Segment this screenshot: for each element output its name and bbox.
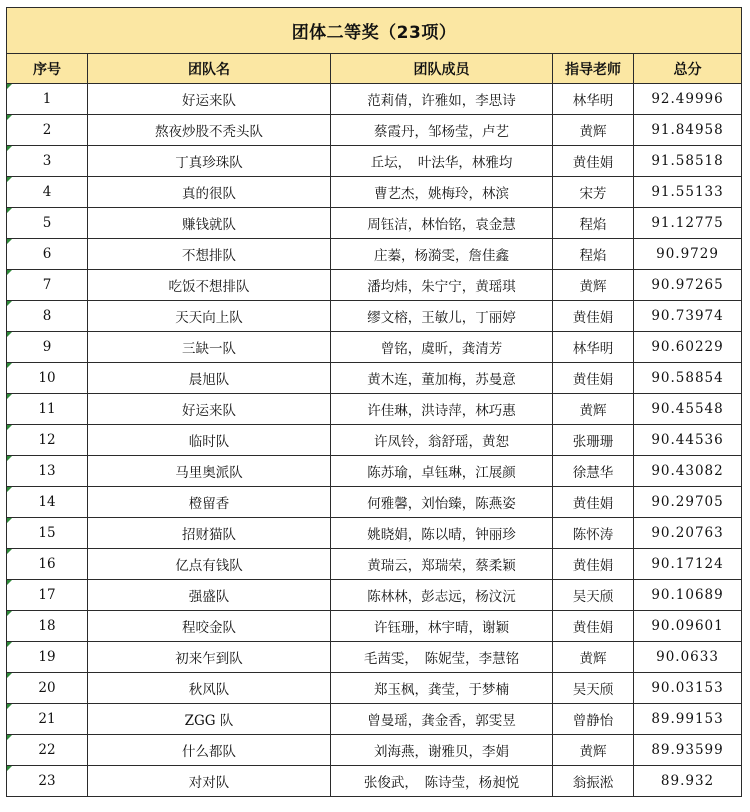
table-row: [7, 518, 742, 549]
index-cell: 6: [7, 239, 88, 270]
advisor-cell: 林华明: [553, 332, 634, 363]
header-team: 团队名: [88, 54, 331, 84]
score-cell: 90.60229: [634, 332, 742, 363]
team-name-cell: 晨旭队: [88, 363, 331, 394]
index-cell: 2: [7, 115, 88, 146]
members-cell: 黄瑞云，郑瑞荣，蔡柔颖: [331, 549, 553, 580]
award-sheet: [6, 7, 741, 797]
score-cell: 90.58854: [634, 363, 742, 394]
table-row: [7, 270, 742, 301]
score-cell: 90.09601: [634, 611, 742, 642]
advisor-cell: 黄佳娟: [553, 487, 634, 518]
advisor-cell: 陈怀涛: [553, 518, 634, 549]
table-row: [7, 239, 742, 270]
score-cell: 90.44536: [634, 425, 742, 456]
index-cell: 3: [7, 146, 88, 177]
members-cell: 范莉倩，许雅如，李思诗: [331, 84, 553, 115]
table-row: [7, 146, 742, 177]
members-cell: 潘均炜，朱宁宁，黄瑶琪: [331, 270, 553, 301]
members-cell: 丘坛， 叶法华，林雅均: [331, 146, 553, 177]
index-cell: 21: [7, 704, 88, 735]
table-row: [7, 487, 742, 518]
table-row: [7, 425, 742, 456]
score-cell: 90.97265: [634, 270, 742, 301]
team-name-cell: 秋风队: [88, 673, 331, 704]
table-row: [7, 84, 742, 115]
team-name-cell: 什么都队: [88, 735, 331, 766]
advisor-cell: 黄辉: [553, 115, 634, 146]
score-cell: 89.932: [634, 766, 742, 797]
table-title: 团体二等奖（23项）: [7, 8, 742, 54]
advisor-cell: 黄辉: [553, 394, 634, 425]
table-row: [7, 611, 742, 642]
advisor-cell: 林华明: [553, 84, 634, 115]
index-cell: 22: [7, 735, 88, 766]
index-cell: 4: [7, 177, 88, 208]
team-name-cell: 对对队: [88, 766, 331, 797]
members-cell: 缪文榕，王敏儿，丁丽婷: [331, 301, 553, 332]
index-cell: 12: [7, 425, 88, 456]
members-cell: 曾曼瑶，龚金香，郭雯昱: [331, 704, 553, 735]
team-name-cell: 真的很队: [88, 177, 331, 208]
members-cell: 许凤铃，翁舒瑶，黄恕: [331, 425, 553, 456]
header-score: 总分: [634, 54, 742, 84]
advisor-cell: 吴天颀: [553, 673, 634, 704]
team-name-cell: ZGG 队: [88, 704, 331, 735]
members-cell: 姚晓娟，陈以晴，钟丽珍: [331, 518, 553, 549]
advisor-cell: 程焰: [553, 239, 634, 270]
score-cell: 91.58518: [634, 146, 742, 177]
advisor-cell: 吴天颀: [553, 580, 634, 611]
team-name-cell: 程咬金队: [88, 611, 331, 642]
team-name-cell: 好运来队: [88, 394, 331, 425]
index-cell: 20: [7, 673, 88, 704]
advisor-cell: 黄佳娟: [553, 611, 634, 642]
advisor-cell: 黄佳娟: [553, 549, 634, 580]
index-cell: 7: [7, 270, 88, 301]
members-cell: 张俊武， 陈诗莹，杨昶悦: [331, 766, 553, 797]
score-cell: 90.43082: [634, 456, 742, 487]
index-cell: 16: [7, 549, 88, 580]
index-cell: 13: [7, 456, 88, 487]
team-name-cell: 天天向上队: [88, 301, 331, 332]
advisor-cell: 程焰: [553, 208, 634, 239]
advisor-cell: 徐慧华: [553, 456, 634, 487]
score-cell: 90.17124: [634, 549, 742, 580]
table-row: [7, 394, 742, 425]
advisor-cell: 黄辉: [553, 270, 634, 301]
members-cell: 毛茜雯， 陈妮莹，李慧铭: [331, 642, 553, 673]
members-cell: 陈林林，彭志远，杨汶沅: [331, 580, 553, 611]
members-cell: 曾铭，虞昕，龚清芳: [331, 332, 553, 363]
score-cell: 89.93599: [634, 735, 742, 766]
score-cell: 90.29705: [634, 487, 742, 518]
score-cell: 90.10689: [634, 580, 742, 611]
advisor-cell: 曾静怡: [553, 704, 634, 735]
score-cell: 89.99153: [634, 704, 742, 735]
team-name-cell: 临时队: [88, 425, 331, 456]
index-cell: 11: [7, 394, 88, 425]
score-cell: 91.55133: [634, 177, 742, 208]
header-advisor: 指导老师: [553, 54, 634, 84]
table-row: [7, 456, 742, 487]
table-row: [7, 642, 742, 673]
team-name-cell: 初来乍到队: [88, 642, 331, 673]
members-cell: 周钰洁，林怡铭，袁金慧: [331, 208, 553, 239]
team-name-cell: 亿点有钱队: [88, 549, 331, 580]
table-row: [7, 208, 742, 239]
members-cell: 曹艺杰，姚梅玲，林滨: [331, 177, 553, 208]
index-cell: 10: [7, 363, 88, 394]
index-cell: 14: [7, 487, 88, 518]
index-cell: 19: [7, 642, 88, 673]
score-cell: 90.0633: [634, 642, 742, 673]
table-row: [7, 332, 742, 363]
advisor-cell: 翁振淞: [553, 766, 634, 797]
table-body: [7, 84, 742, 797]
members-cell: 陈苏瑜，卓钰琳，江展颜: [331, 456, 553, 487]
team-name-cell: 不想排队: [88, 239, 331, 270]
score-cell: 90.73974: [634, 301, 742, 332]
team-name-cell: 赚钱就队: [88, 208, 331, 239]
index-cell: 23: [7, 766, 88, 797]
index-cell: 15: [7, 518, 88, 549]
table-row: [7, 115, 742, 146]
members-cell: 庄蓁，杨漪雯，詹佳鑫: [331, 239, 553, 270]
team-name-cell: 橙留香: [88, 487, 331, 518]
table-row: [7, 704, 742, 735]
table-row: [7, 735, 742, 766]
table-row: [7, 766, 742, 797]
header-row: [7, 54, 742, 84]
table-row: [7, 673, 742, 704]
team-name-cell: 吃饭不想排队: [88, 270, 331, 301]
members-cell: 许佳琳，洪诗萍，林巧惠: [331, 394, 553, 425]
score-cell: 90.03153: [634, 673, 742, 704]
advisor-cell: 宋芳: [553, 177, 634, 208]
score-cell: 90.9729: [634, 239, 742, 270]
score-cell: 92.49996: [634, 84, 742, 115]
team-name-cell: 好运来队: [88, 84, 331, 115]
table-row: [7, 301, 742, 332]
members-cell: 何雅馨，刘怡臻，陈燕姿: [331, 487, 553, 518]
score-cell: 91.84958: [634, 115, 742, 146]
advisor-cell: 黄佳娟: [553, 363, 634, 394]
score-cell: 90.20763: [634, 518, 742, 549]
members-cell: 蔡霞丹，邹杨莹，卢艺: [331, 115, 553, 146]
table-row: [7, 177, 742, 208]
score-cell: 91.12775: [634, 208, 742, 239]
advisor-cell: 黄佳娟: [553, 146, 634, 177]
index-cell: 18: [7, 611, 88, 642]
header-members: 团队成员: [331, 54, 553, 84]
team-name-cell: 马里奥派队: [88, 456, 331, 487]
header-index: 序号: [7, 54, 88, 84]
table-row: [7, 580, 742, 611]
members-cell: 郑玉枫，龚莹，于梦楠: [331, 673, 553, 704]
score-cell: 90.45548: [634, 394, 742, 425]
advisor-cell: 黄佳娟: [553, 301, 634, 332]
index-cell: 9: [7, 332, 88, 363]
team-name-cell: 强盛队: [88, 580, 331, 611]
advisor-cell: 黄辉: [553, 735, 634, 766]
index-cell: 5: [7, 208, 88, 239]
members-cell: 黄木连，董加梅，苏曼意: [331, 363, 553, 394]
table-row: [7, 363, 742, 394]
index-cell: 1: [7, 84, 88, 115]
title-row: [7, 8, 742, 54]
index-cell: 8: [7, 301, 88, 332]
advisor-cell: 张珊珊: [553, 425, 634, 456]
team-name-cell: 招财猫队: [88, 518, 331, 549]
index-cell: 17: [7, 580, 88, 611]
members-cell: 许钰珊，林宇晴，谢颖: [331, 611, 553, 642]
team-name-cell: 熬夜炒股不秃头队: [88, 115, 331, 146]
award-table: [6, 7, 742, 797]
advisor-cell: 黄辉: [553, 642, 634, 673]
team-name-cell: 三缺一队: [88, 332, 331, 363]
members-cell: 刘海燕，谢雅贝，李娟: [331, 735, 553, 766]
team-name-cell: 丁真珍珠队: [88, 146, 331, 177]
table-row: [7, 549, 742, 580]
